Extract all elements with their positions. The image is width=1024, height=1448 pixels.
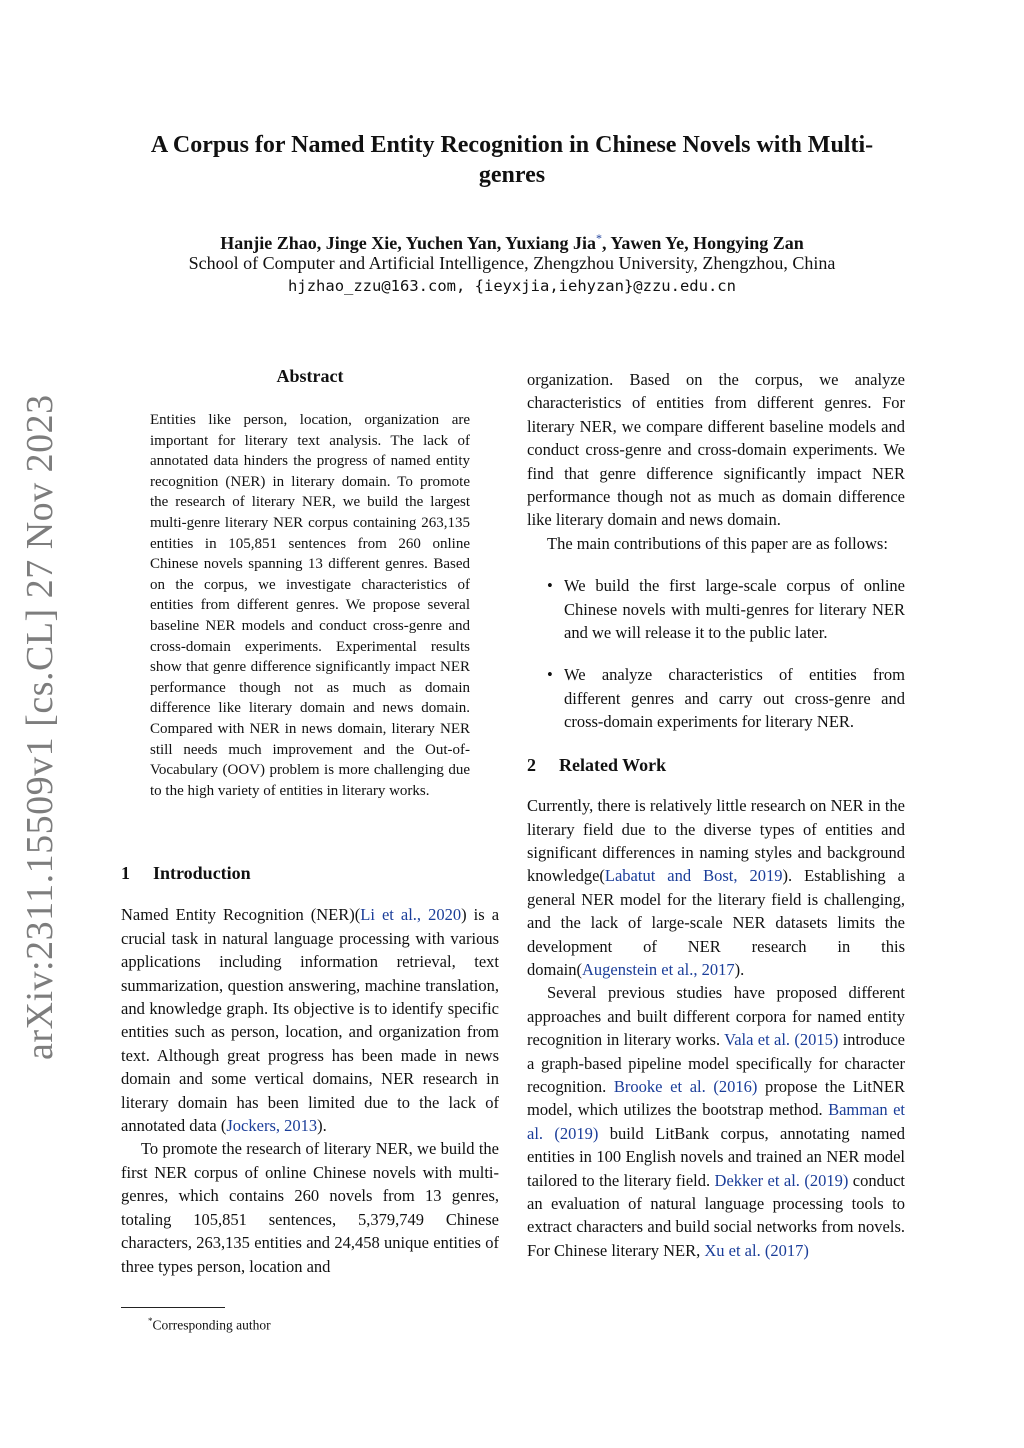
text-run: introduce a graph-based pipeline model specifically for character recognition. [527,1030,906,1096]
authors-part-1: Hanjie Zhao, Jinge Xie, Yuchen Yan, Yuxiang Jia [220,233,597,253]
citation-link[interactable]: Augenstein et al., 2017 [582,959,735,979]
section-heading-related-work [527,754,905,777]
text-run: ). [734,959,745,979]
abstract-heading: Abstract [276,366,344,386]
right-column [527,368,905,1262]
section-heading-introduction [121,862,499,885]
list-item-text: We build the first large-scale corpus of online Chinese novels with multi-genres for literary NER and we will release it to the public later. [564,576,905,643]
text-run: Several previous studies have proposed different approaches and built different corpora for named entity recognition in literary works. [527,983,905,1050]
intro-paragraph-3: The main contributions of this paper are as follows: [547,533,888,553]
bullet-icon: • [547,665,553,685]
intro-paragraph-1 [121,903,499,1137]
citation-link[interactable]: Vala et al. (2015) [724,1030,839,1050]
text-run: build LitBank corpus, annotating named entities in 100 English novels and trained an NER model tailored to the literary field. [527,1123,905,1190]
intro-paragraph-2: To promote the research of literary NER, we build the first NER corpus of online Chinese novels with multi-genres, which contains 260 novels from 13 genres, totaling 105,851 sentences, 5,379,749 Chinese characters, 263,135 entities and 24,458 unique entities of three types person, location and [121,1139,499,1276]
section-number: 1 [121,863,130,883]
citation-link[interactable]: Dekker et al. (2019) [714,1170,849,1190]
section-number: 2 [527,754,536,775]
abstract-text: Entities like person, location, organization are important for literary text analysis. The lack of annotated data hinders the progress of named entity recognition (NER) in literary domain. To promote the research of literary NER, we build the largest multi-genre literary NER corpus containing 263,135 entities in 105,851 sentences from 260 online Chinese novels spanning 13 different genres. Based on the corpus, we investigate characteristics of entities from different genres. We propose several baseline NER models and conduct cross-genre and cross-domain experiments. Experimental results show that genre difference significantly impact NER performance though not as much as domain difference like literary domain and news domain. Compared with NER in news domain, literary NER still needs much improvement and the Out-of-Vocabulary (OOV) problem is more challenging due to the high variety of entities in literary works. [150,412,470,799]
text-run: Currently, there is relatively little research on NER in the literary field due to the diverse types of entities and significant differences in naming styles and background knowledge( [527,796,905,886]
text-run: propose the LitNER model, which utilizes the bootstrap method. [527,1076,905,1120]
list-item [527,574,905,644]
citation-link[interactable]: Brooke et al. (2016) [613,1076,758,1096]
contribution-list [527,574,905,733]
related-paragraph-1 [527,794,905,981]
footnote [148,1312,271,1335]
bullet-icon: • [547,576,553,596]
paper-title: A Corpus for Named Entity Recognition in Chinese Novels with Multi-genres [150,132,874,188]
footnote-text: Corresponding author [152,1317,271,1333]
intro-paragraph-2-continued: organization. Based on the corpus, we analyze characteristics of entities from different genres. For literary NER, we compare different baseline models and conduct cross-genre and cross-domain experiments. We find that genre difference significantly impact NER performance though not as much as domain difference like literary domain and news domain. [527,370,905,530]
affiliation: School of Computer and Artificial Intelligence, Zhengzhou University, Zhengzhou, China [188,253,836,273]
list-item-text: We analyze characteristics of entities from different genres and carry out cross-genre and cross-domain experiments for literary NER. [564,665,905,732]
text-run: Named Entity Recognition (NER)( [121,905,361,925]
list-item [527,663,905,733]
citation-link[interactable]: Labatut and Bost, 2019 [604,866,783,886]
text-run: ) is a crucial task in natural language processing with various applications including information retrieval, text summarization, question answering, machine translation, and knowledge graph. Its objective is to identify specific entities such as person, location, and organization from text. Although great progress has been made in news domain and some vertical domains, NER research in literary domain has been limited due to the lack of annotated data ( [121,905,500,1136]
section-title: Introduction [153,863,251,883]
citation-link[interactable]: Bamman et al. (2019) [527,1100,905,1143]
authors-part-2: , Yawen Ye, Hongying Zan [602,233,804,253]
text-run: conduct an evaluation of natural language processing tools to extract characters and build social networks from novels. For Chinese literary NER, [527,1170,905,1260]
author-emails: hjzhao_zzu@163.com, {ieyxjia,iehyzan}@zzu.edu.cn [288,277,736,295]
related-paragraph-2 [527,981,905,1262]
section-title: Related Work [559,754,667,775]
arxiv-identifier: arXiv:2311.15509v1 [cs.CL] 27 Nov 2023 [19,394,61,1060]
left-column [121,862,499,1278]
citation-link[interactable]: Li et al., 2020 [360,905,462,925]
footnote-divider [121,1307,225,1308]
footnote-mark: * [148,1316,153,1326]
citation-link[interactable]: Jockers, 2013 [226,1116,318,1136]
text-run: ). [317,1116,327,1136]
citation-link[interactable]: Xu et al. (2017) [704,1240,809,1260]
corresponding-author-mark[interactable]: * [596,231,603,245]
text-run: ). Establishing a general NER model for the literary field is challenging, and the lack of large-scale NER datasets limits the development of NER research in this domain( [527,866,905,979]
